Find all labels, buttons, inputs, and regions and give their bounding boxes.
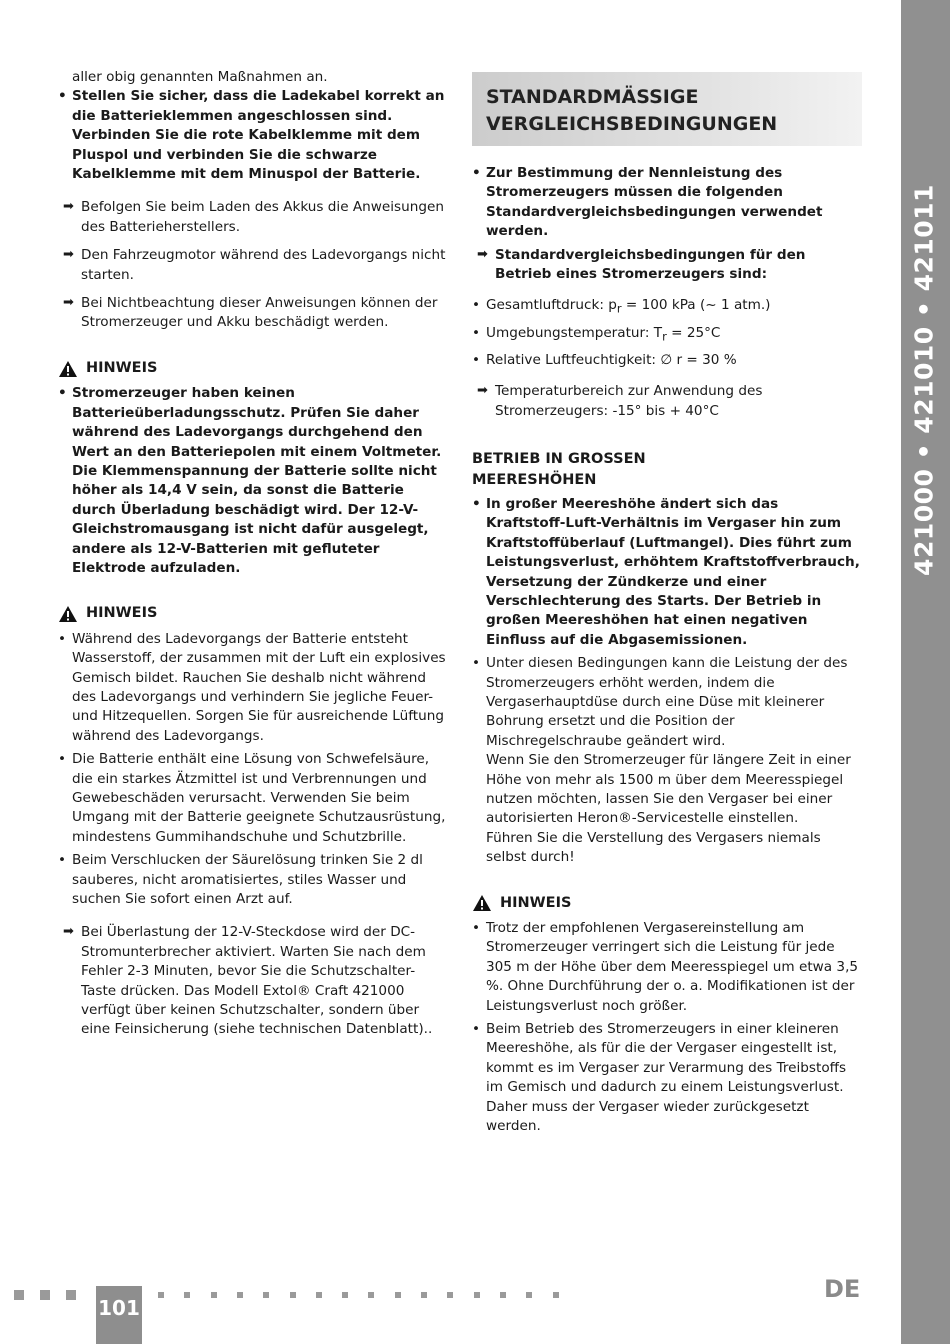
overcharge-warning-bullet: • Stromerzeuger haben keinen Batterieüberladungsschutz. Prüfen Sie daher während des Ladevorgangs durchgehend den Wert an den Batteriepolen mit einem Voltmeter. Die Klemmenspannung der Batterie sollte nicht höher als 14,4 V sein, da sonst die Batterie durch Überladung beschädigt wird. Der 12-V-Gleichstromausgang ist nicht dafür ausgelegt, andere als 12-V-Batterien mit gefluteter Elektrode aufzuladen. [58,384,448,578]
conditions-arrow-item [472,246,862,285]
hinweis-title: HINWEIS [86,359,158,376]
condition-text: = 25°C [666,324,721,341]
footer-dot [368,1292,374,1298]
footer-dot [184,1292,190,1298]
overload-arrow-item [58,923,448,1039]
hinweis-title: HINWEIS [500,894,572,911]
altitude-bold-bullet: • In großer Meereshöhe ändert sich das Kraftstoff-Luft-Verhältnis im Vergaser hin zum Kraftstoffüberlauf (Luftmangel). Dies führt zum Leistungsverlust, erhöhtem Kraftstoffverbrauch, Versetzung der Zündkerze und einer Verschlechterung des Starts. Der Betrieb in großen Meereshöhen hat einen negativen Einfluss auf die Abgasemissionen. [472,495,862,650]
footer-dot [526,1292,532,1298]
footer-dot [290,1292,296,1298]
right-column [472,72,862,1141]
instruction-arrow-item [58,294,448,333]
hinweis-title: HINWEIS [86,605,158,622]
hinweis-bullet: • Beim Betrieb des Stromerzeugers in einer kleineren Meereshöhe, als für die der Vergaser eingestellt ist, kommt es im Vergaser zur Verarmung des Treibstoffs im Gemisch und dadurch zu einem Leistungsverlust. Daher muss der Vergaser wieder zurückgesetzt werden. [472,1020,862,1136]
arrow-item-text: Befolgen Sie beim Laden des Akkus die Anweisungen des Batterieherstellers. [81,199,444,235]
instruction-arrow-item [58,198,448,237]
subscript: r [616,302,622,317]
subheading [472,449,862,491]
arrow-right-icon: ➡ [63,199,74,215]
subheading-line: MEERESHÖHEN [472,471,597,488]
altitude-bullet: • Unter diesen Bedingungen kann die Leistung der des Stromerzeugers erhöht werden, indem die Vergaserhauptdüse durch eine Düse mit kleinerer Bohrung ersetzt und die Position der Mischregelschraube geändert wird. [472,654,862,751]
warning-triangle-icon [472,894,492,912]
section-title-line: STANDARDMÄSSIGE [486,86,699,108]
rated-power-bullet: • Zur Bestimmung der Nennleistung des Stromerzeugers müssen die folgenden Standardvergleichsbedingungen verwendet werden. [472,164,862,242]
footer-dot [237,1292,243,1298]
hinweis-heading [58,359,448,378]
footer-square [66,1290,76,1300]
arrow-right-icon: ➡ [477,246,488,262]
altitude-paragraph: Wenn Sie den Stromerzeuger für längere Zeit in einer Höhe von mehr als 1500 m über dem Meeresspiegel nutzen möchten, lassen Sie den Vergaser bei einer autorisierten Heron®-Servicestelle einstellen. [486,752,851,827]
arrow-right-icon: ➡ [63,295,74,311]
intro-text: aller obig genannten Maßnahmen an. [72,69,328,85]
condition-text: Gesamtluftdruck: p [486,297,617,314]
hinweis-heading [58,604,448,623]
pressure-condition [472,296,862,319]
arrow-item-text: Temperaturbereich zur Anwendung des Stromerzeugers: -15° bis + 40°C [495,383,763,419]
footer-dot [211,1292,217,1298]
subheading-line: BETRIEB IN GROSSEN [472,450,646,467]
condition-text: Umgebungstemperatur: T [486,324,663,341]
model-numbers: 421000 • 421010 • 421011 [909,184,939,576]
warning-triangle-icon [58,605,78,623]
charging-cable-bullet: • Stellen Sie sicher, dass die Ladekabel korrekt an die Batterieklemmen angeschlossen sind. Verbinden Sie die rote Kabelklemme mit dem Pluspol und verbinden Sie die schwarze Kabelklemme mit dem Minuspol der Batterie. [58,87,448,184]
arrow-right-icon: ➡ [63,924,74,940]
footer-dot [500,1292,506,1298]
section-title-box [472,72,862,146]
footer-dot [553,1292,559,1298]
arrow-right-icon: ➡ [477,383,488,399]
footer-dot [447,1292,453,1298]
subscript: r [662,329,667,344]
footer-dot [263,1292,269,1298]
arrow-item-text: Standardvergleichsbedingungen für den Betrieb eines Stromerzeugers sind: [495,246,806,283]
language-code: DE [824,1275,861,1303]
instruction-arrow-item [58,246,448,285]
altitude-paragraph: Führen Sie die Verstellung des Vergasers niemals selbst durch! [486,829,821,866]
footer-dot [316,1292,322,1298]
footer-dot [395,1292,401,1298]
hinweis-bullet: • Trotz der empfohlenen Vergasereinstellung am Stromerzeuger verringert sich die Leistung für jede 305 m der Höhe über dem Meeresspiegel um etwa 3,5 %. Ohne Durchführung der o. a. Modifikationen ist der Leistungsverlust noch größer. [472,919,862,1016]
arrow-right-icon: ➡ [63,247,74,263]
footer-dot [421,1292,427,1298]
hinweis-heading [472,894,862,913]
footer-square [14,1290,24,1300]
hinweis-bullet: • Beim Verschlucken der Säurelösung trinken Sie 2 dl sauberes, nicht aromatisiertes, stiles Wasser und suchen Sie sofort einen Arzt auf. [58,851,448,909]
footer-dot [158,1292,164,1298]
arrow-item-text: Bei Nichtbeachtung dieser Anweisungen können der Stromerzeuger und Akku beschädigt werden. [81,295,438,331]
temperature-range-arrow-item [472,382,862,421]
page-number: 101 [98,1296,140,1320]
arrow-item-text: Bei Überlastung der 12-V-Steckdose wird der DC-Stromunterbrecher aktiviert. Warten Sie nach dem Fehler 2-3 Minuten, bevor Sie die Schutzschalter-Taste drücken. Das Modell Extol® Craft 421000 verfügt über keinen Schutzschalter, sondern über eine Feinsicherung (siehe technischen Datenblatt).. [81,924,433,1038]
hinweis-bullet: • Während des Ladevorgangs der Batterie entsteht Wasserstoff, der zusammen mit der Luft ein explosives Gemisch bildet. Rauchen Sie deshalb nicht während des Ladevorgangs und verhindern Sie jegliche Feuer- und Hitzequellen. Sorgen Sie für ausreichende Lüftung während des Ladevorgangs. [58,630,448,746]
footer-dot [474,1292,480,1298]
left-column [58,68,448,1049]
footer-square [40,1290,50,1300]
footer-dot [342,1292,348,1298]
condition-text: = 100 kPa (~ 1 atm.) [621,297,771,314]
warning-triangle-icon [58,360,78,378]
humidity-condition: • Relative Luftfeuchtigkeit: ∅ r = 30 % [472,351,862,370]
arrow-item-text: Den Fahrzeugmotor während des Ladevorgangs nicht starten. [81,247,446,283]
temperature-condition [472,324,862,347]
hinweis-bullet: • Die Batterie enthält eine Lösung von Schwefelsäure, die ein starkes Ätzmittel ist und Verbrennungen und Gewebeschäden verursacht. Verwenden Sie beim Umgang mit der Batterie geeignete Schutzausrüstung, mindestens Gummihandschuhe und Schutzbrille. [58,750,448,847]
section-title-line: VERGLEICHSBEDINGUNGEN [486,113,778,135]
